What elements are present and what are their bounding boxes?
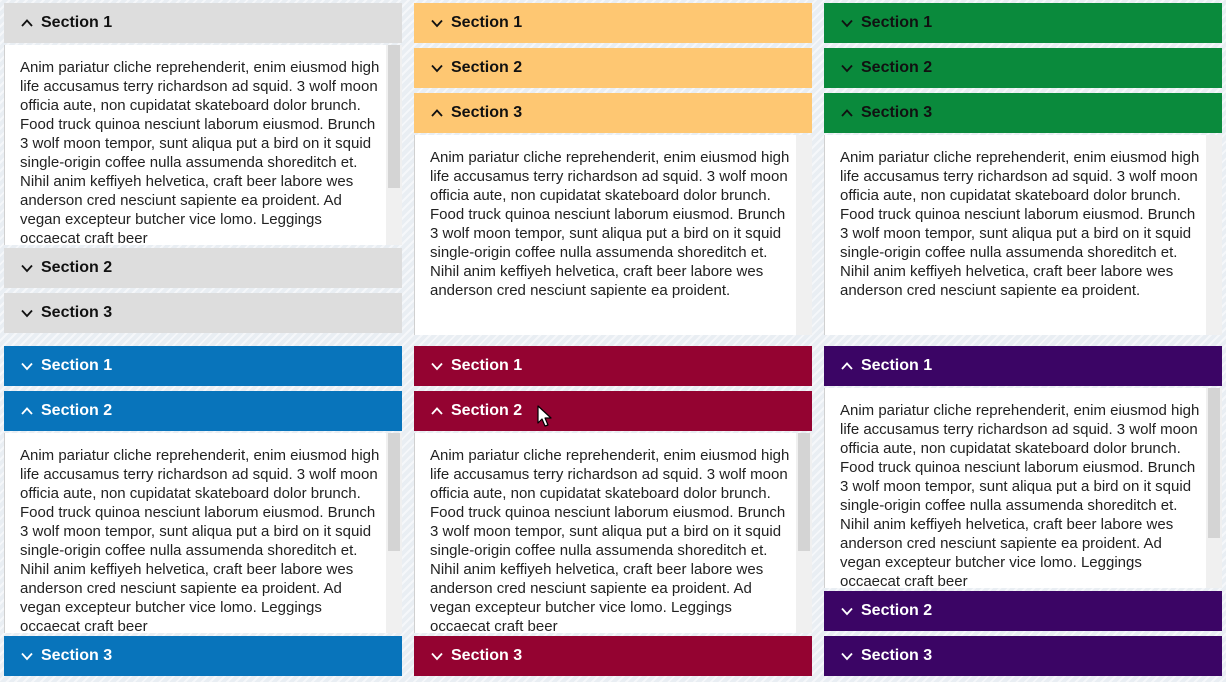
chevron-up-icon (840, 359, 854, 373)
section-label: Section 3 (41, 304, 113, 321)
accordion-blue-panel-section-2 (4, 433, 402, 633)
accordion-gray-header-section-2[interactable] (4, 248, 402, 288)
accordion-blue-header-section-2[interactable] (4, 391, 402, 431)
section-label: Section 1 (41, 357, 113, 374)
panel-text: Anim pariatur cliche reprehenderit, enim eiusmod high life accusamus terry richardson ad squid. 3 wolf moon officia aute, non cupidatat skateboard dolor brunch. Food truck quinoa nesciunt laborum eiusmod. Brunch 3 wolf moon tempor, sunt aliqua put a bird on it squid single-origin coffee nulla assumenda shoreditch et. Nihil anim keffiyeh helvetica, craft beer labore wes anderson cred nesciunt sapiente ea proident. Ad vegan excepteur butcher vice lomo. Leggings occaecat craft beer (20, 59, 380, 245)
accordion-crimson-header-section-2[interactable] (414, 391, 812, 431)
accordion-gray (4, 3, 402, 333)
section-label: Section 1 (451, 357, 523, 374)
panel-text: Anim pariatur cliche reprehenderit, enim eiusmod high life accusamus terry richardson ad squid. 3 wolf moon officia aute, non cupidatat skateboard dolor brunch. Food truck quinoa nesciunt laborum eiusmod. Brunch 3 wolf moon tempor, sunt aliqua put a bird on it squid single-origin coffee nulla assumenda shoreditch et. Nihil anim keffiyeh helvetica, craft beer labore wes anderson cred nesciunt sapiente ea proident. Ad vegan excepteur butcher vice lomo. Leggings occaecat craft beer (430, 447, 790, 633)
section-label: Section 3 (861, 104, 933, 121)
accordion-orange (414, 3, 812, 335)
chevron-down-icon (840, 61, 854, 75)
section-label: Section 2 (861, 59, 933, 76)
panel-scrollbar[interactable] (796, 433, 812, 633)
mouse-cursor-icon (537, 405, 553, 429)
chevron-down-icon (20, 261, 34, 275)
accordion-gray-header-section-3[interactable] (4, 293, 402, 333)
panel-scrollbar[interactable] (1206, 135, 1222, 335)
panel-text: Anim pariatur cliche reprehenderit, enim eiusmod high life accusamus terry richardson ad squid. 3 wolf moon officia aute, non cupidatat skateboard dolor brunch. Food truck quinoa nesciunt laborum eiusmod. Brunch 3 wolf moon tempor, sunt aliqua put a bird on it squid single-origin coffee nulla assumenda shoreditch et. Nihil anim keffiyeh helvetica, craft beer labore wes anderson cred nesciunt sapiente ea proident. Ad vegan excepteur butcher vice lomo. Leggings occaecat craft beer (840, 402, 1200, 588)
accordion-crimson-panel-section-2 (414, 433, 812, 633)
section-label: Section 3 (861, 647, 933, 664)
chevron-down-icon (430, 61, 444, 75)
accordion-blue (4, 346, 402, 678)
section-label: Section 1 (861, 14, 933, 31)
section-label: Section 1 (451, 14, 523, 31)
chevron-up-icon (20, 404, 34, 418)
section-label: Section 2 (861, 602, 933, 619)
scrollbar-thumb[interactable] (1208, 388, 1220, 538)
section-label: Section 2 (41, 402, 113, 419)
accordion-green-header-section-1[interactable] (824, 3, 1222, 43)
section-label: Section 3 (451, 647, 523, 664)
accordion-purple-panel-section-1 (824, 388, 1222, 588)
panel-scrollbar[interactable] (386, 45, 402, 245)
accordion-crimson-header-section-1[interactable] (414, 346, 812, 386)
section-label: Section 2 (451, 402, 523, 419)
panel-scrollbar[interactable] (386, 433, 402, 633)
chevron-down-icon (20, 306, 34, 320)
accordion-gray-header-section-1[interactable] (4, 3, 402, 43)
chevron-down-icon (430, 359, 444, 373)
panel-text: Anim pariatur cliche reprehenderit, enim eiusmod high life accusamus terry richardson ad squid. 3 wolf moon officia aute, non cupidatat skateboard dolor brunch. Food truck quinoa nesciunt laborum eiusmod. Brunch 3 wolf moon tempor, sunt aliqua put a bird on it squid single-origin coffee nulla assumenda shoreditch et. Nihil anim keffiyeh helvetica, craft beer labore wes anderson cred nesciunt sapiente ea proident. (840, 149, 1200, 299)
chevron-down-icon (20, 649, 34, 663)
accordion-green-header-section-3[interactable] (824, 93, 1222, 133)
section-label: Section 1 (41, 14, 113, 31)
chevron-down-icon (840, 604, 854, 618)
accordion-crimson (414, 346, 812, 678)
accordion-purple-header-section-2[interactable] (824, 591, 1222, 631)
chevron-up-icon (430, 106, 444, 120)
panel-scrollbar[interactable] (796, 135, 812, 335)
chevron-down-icon (430, 16, 444, 30)
scrollbar-thumb[interactable] (798, 433, 810, 551)
chevron-down-icon (840, 16, 854, 30)
accordion-crimson-header-section-3[interactable] (414, 636, 812, 676)
section-label: Section 2 (451, 59, 523, 76)
panel-scrollbar[interactable] (1206, 388, 1222, 588)
accordion-orange-header-section-2[interactable] (414, 48, 812, 88)
chevron-up-icon (840, 106, 854, 120)
accordion-purple-header-section-3[interactable] (824, 636, 1222, 676)
chevron-up-icon (20, 16, 34, 30)
accordion-purple-header-section-1[interactable] (824, 346, 1222, 386)
scrollbar-thumb[interactable] (388, 433, 400, 551)
scrollbar-thumb[interactable] (388, 45, 400, 188)
section-label: Section 3 (41, 647, 113, 664)
accordion-green-panel-section-3 (824, 135, 1222, 335)
accordion-orange-header-section-1[interactable] (414, 3, 812, 43)
chevron-down-icon (430, 649, 444, 663)
section-label: Section 3 (451, 104, 523, 121)
panel-text: Anim pariatur cliche reprehenderit, enim eiusmod high life accusamus terry richardson ad squid. 3 wolf moon officia aute, non cupidatat skateboard dolor brunch. Food truck quinoa nesciunt laborum eiusmod. Brunch 3 wolf moon tempor, sunt aliqua put a bird on it squid single-origin coffee nulla assumenda shoreditch et. Nihil anim keffiyeh helvetica, craft beer labore wes anderson cred nesciunt sapiente ea proident. Ad vegan excepteur butcher vice lomo. Leggings occaecat craft beer (20, 447, 380, 633)
chevron-up-icon (430, 404, 444, 418)
chevron-down-icon (840, 649, 854, 663)
chevron-down-icon (20, 359, 34, 373)
section-label: Section 2 (41, 259, 113, 276)
section-label: Section 1 (861, 357, 933, 374)
accordion-orange-panel-section-3 (414, 135, 812, 335)
accordion-green (824, 3, 1222, 335)
accordion-gray-panel-section-1 (4, 45, 402, 245)
accordion-purple (824, 346, 1222, 678)
accordion-blue-header-section-1[interactable] (4, 346, 402, 386)
accordion-green-header-section-2[interactable] (824, 48, 1222, 88)
accordion-blue-header-section-3[interactable] (4, 636, 402, 676)
accordion-orange-header-section-3[interactable] (414, 93, 812, 133)
panel-text: Anim pariatur cliche reprehenderit, enim eiusmod high life accusamus terry richardson ad squid. 3 wolf moon officia aute, non cupidatat skateboard dolor brunch. Food truck quinoa nesciunt laborum eiusmod. Brunch 3 wolf moon tempor, sunt aliqua put a bird on it squid single-origin coffee nulla assumenda shoreditch et. Nihil anim keffiyeh helvetica, craft beer labore wes anderson cred nesciunt sapiente ea proident. (430, 149, 790, 299)
